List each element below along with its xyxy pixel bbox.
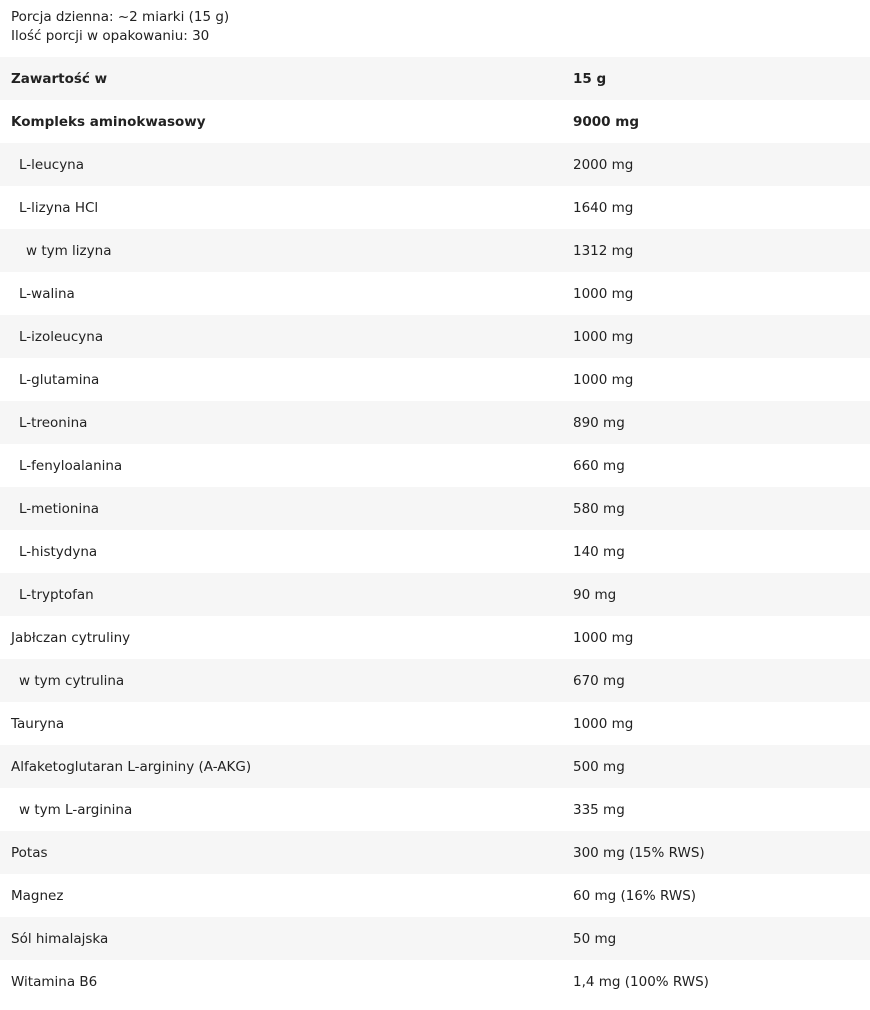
ingredient-amount: 90 mg (573, 586, 617, 603)
ingredient-name: Potas (11, 844, 48, 861)
table-row (0, 530, 870, 573)
table-row (0, 487, 870, 530)
ingredient-amount: 140 mg (573, 543, 625, 560)
ingredient-amount: 500 mg (573, 758, 625, 775)
ingredient-amount: 335 mg (573, 801, 625, 818)
ingredient-name: L-treonina (19, 414, 88, 431)
nutrition-table (0, 57, 870, 1003)
table-row (0, 616, 870, 659)
table-row (0, 272, 870, 315)
ingredient-name: L-izoleucyna (19, 328, 104, 345)
ingredient-name: Jabłczan cytruliny (11, 629, 131, 646)
ingredient-amount: 890 mg (573, 414, 625, 431)
ingredient-amount: 1312 mg (573, 242, 634, 259)
table-row (0, 831, 870, 874)
ingredient-amount: 300 mg (15% RWS) (573, 844, 705, 861)
table-row (0, 659, 870, 702)
ingredient-amount: 9000 mg (573, 113, 640, 130)
ingredient-name: L-metionina (19, 500, 100, 517)
ingredient-name: Witamina B6 (11, 973, 98, 990)
table-row (0, 573, 870, 616)
ingredient-amount: 60 mg (16% RWS) (573, 887, 697, 904)
ingredient-amount: 1000 mg (573, 715, 634, 732)
ingredient-amount: 580 mg (573, 500, 625, 517)
ingredient-amount: 1,4 mg (100% RWS) (573, 973, 709, 990)
ingredient-amount: 660 mg (573, 457, 625, 474)
table-row (0, 745, 870, 788)
ingredient-name: Magnez (11, 887, 64, 904)
ingredient-name: Kompleks aminokwasowy (11, 113, 206, 130)
table-row (0, 143, 870, 186)
ingredient-amount: 1000 mg (573, 328, 634, 345)
table-row (0, 960, 870, 1003)
table-row (0, 186, 870, 229)
ingredient-name: L-walina (19, 285, 75, 302)
ingredient-name: L-lizyna HCl (19, 199, 99, 216)
table-row (0, 702, 870, 745)
table-header-value: 15 g (573, 70, 607, 87)
ingredient-amount: 1640 mg (573, 199, 634, 216)
table-row (0, 788, 870, 831)
ingredient-amount: 1000 mg (573, 285, 634, 302)
ingredient-amount: 50 mg (573, 930, 617, 947)
ingredient-amount: 1000 mg (573, 371, 634, 388)
ingredient-amount: 2000 mg (573, 156, 634, 173)
ingredient-name: L-fenyloalanina (19, 457, 123, 474)
table-row (0, 401, 870, 444)
table-row (0, 315, 870, 358)
serving-size-text: Porcja dzienna: ~2 miarki (15 g) (11, 9, 230, 25)
ingredient-amount: 1000 mg (573, 629, 634, 646)
ingredient-name: Tauryna (11, 715, 65, 732)
ingredient-name: w tym lizyna (26, 242, 112, 259)
ingredient-name: L-leucyna (19, 156, 85, 173)
ingredient-name: Alfaketoglutaran L-argininy (A-AKG) (11, 758, 252, 775)
table-header-row (0, 57, 870, 100)
ingredient-amount: 670 mg (573, 672, 625, 689)
servings-per-container-text: Ilość porcji w opakowaniu: 30 (11, 28, 210, 44)
table-row (0, 100, 870, 143)
ingredient-name: L-glutamina (19, 371, 100, 388)
table-row (0, 358, 870, 401)
ingredient-name: L-histydyna (19, 543, 98, 560)
ingredient-name: w tym cytrulina (19, 672, 125, 689)
table-row (0, 917, 870, 960)
table-row (0, 229, 870, 272)
ingredient-name: w tym L-arginina (19, 801, 133, 818)
table-row (0, 444, 870, 487)
table-row (0, 874, 870, 917)
ingredient-name: L-tryptofan (19, 586, 94, 603)
ingredient-name: Sól himalajska (11, 930, 109, 947)
table-header-name: Zawartość w (11, 70, 108, 87)
serving-info (11, 8, 229, 46)
